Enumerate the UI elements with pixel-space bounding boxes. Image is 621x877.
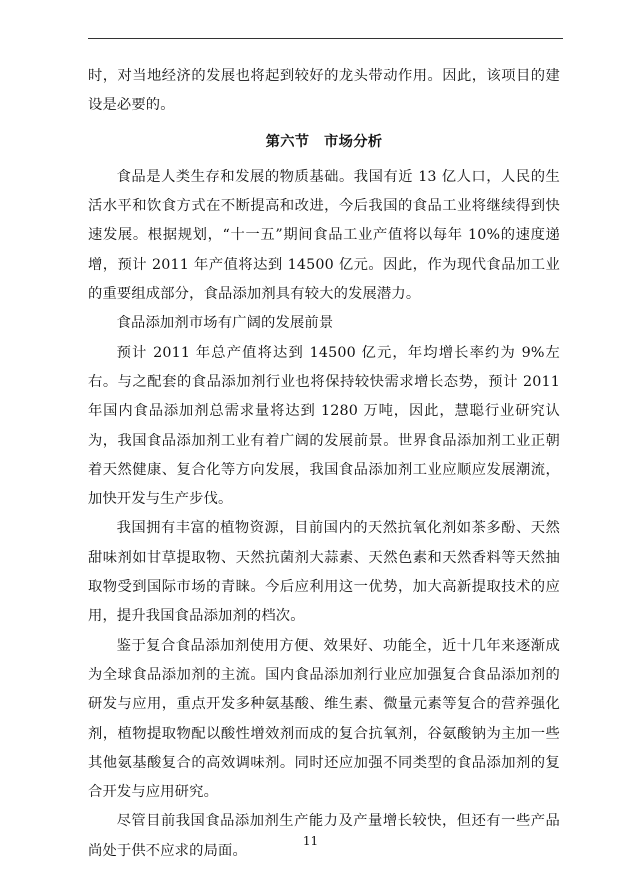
paragraph-plant-resources: 我国拥有丰富的植物资源，目前国内的天然抗氧化剂如茶多酚、天然甜味剂如甘草提取物、天然抗菌剂大蒜素、天然色素和天然香料等天然抽取物受到国际市场的青睐。今后应利用这一优势，加大高新提取技术的应用，提升我国食品添加剂的档次。: [88, 520, 560, 625]
paragraph-food-basis: 食品是人类生存和发展的物质基础。我国有近 13 亿人口，人民的生活水平和饮食方式在不断提高和改进，今后我国的食品工业将继续得到快速发展。根据规划，“十一五”期间食品工业产值将以每年 10%的速度递增，预计 2011 年产值将达到 14500 亿元。因此，作为现代食品加工业的重要组成部分，食品添加剂具有较大的发展潜力。: [88, 168, 560, 303]
page-number: 11: [302, 834, 319, 848]
section-heading: 第六节 市场分析: [265, 133, 383, 150]
paragraph-compound-additives: 鉴于复合食品添加剂使用方便、效果好、功能全，近十几年来逐渐成为全球食品添加剂的主流。国内食品添加剂行业应加强复合食品添加剂的研发与应用，重点开发多种氨基酸、维生素、微量元素等复合的营养强化剂，植物提取物配以酸性增效剂而成的复合抗氧剂，谷氨酸钠为主加一些其他氨基酸复合的高效调味剂。同时还应加强不同类型的食品添加剂的复合开发与应用研究。: [88, 637, 560, 801]
paragraph-supply-shortage: 尽管目前我国食品添加剂生产能力及产量增长较快，但还有一些产品尚处于供不应求的局面。: [88, 813, 560, 859]
page-body: [88, 62, 560, 866]
intro-paragraph: 时，对当地经济的发展也将起到较好的龙头带动作用。因此，该项目的建设是必要的。: [88, 68, 560, 114]
paragraph-output-forecast: 预计 2011 年总产值将达到 14500 亿元，年均增长率约为 9%左右。与之配套的食品添加剂行业也将保持较快需求增长态势，预计 2011 年国内食品添加剂总需求量将达到 1280 万吨，因此，慧聪行业研究认为，我国食品添加剂工业有着广阔的发展前景。世界食品添加剂工业正朝着天然健康、复合化等方向发展，我国食品添加剂工业应顺应发展潮流，加快开发与生产步伐。: [88, 344, 560, 508]
header-rule: [88, 38, 563, 39]
paragraph-subheading-prospects: 食品添加剂市场有广阔的发展前景: [116, 315, 334, 332]
